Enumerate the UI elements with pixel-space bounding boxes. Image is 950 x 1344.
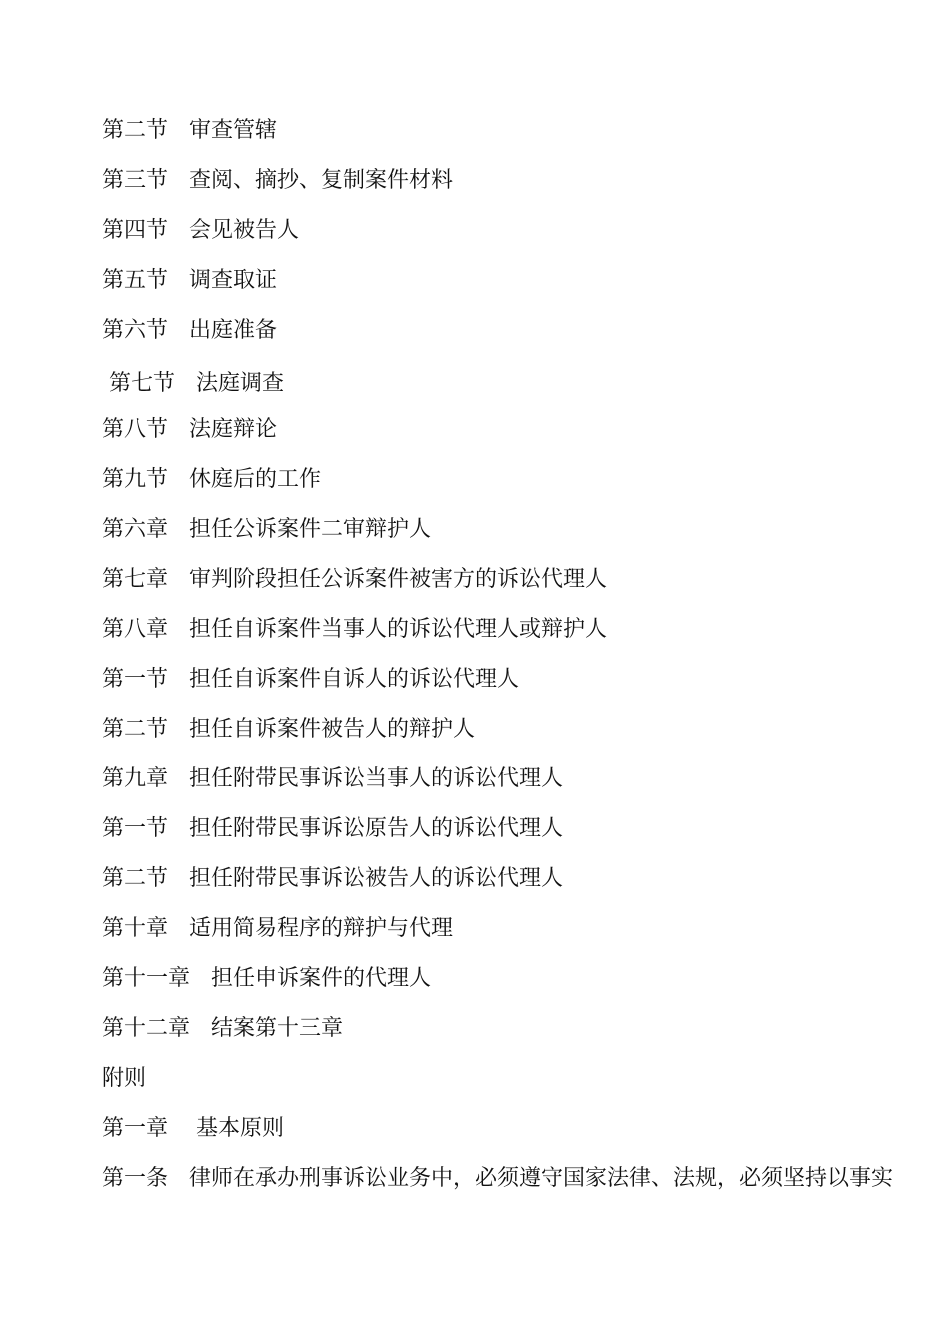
toc-line-chapter-9-section-1: 第一节 担任附带民事诉讼原告人的诉讼代理人 <box>102 816 563 841</box>
toc-line-section-5-investigation: 第五节 调查取证 <box>102 268 277 293</box>
toc-line-section-4-meeting-defendant: 第四节 会见被告人 <box>102 218 299 243</box>
toc-line-section-9-after-adjournment: 第九节 休庭后的工作 <box>102 467 321 492</box>
toc-line-chapter-6: 第六章 担任公诉案件二审辩护人 <box>102 517 431 542</box>
article-1-text: 第一条 律师在承办刑事诉讼业务中，必须遵守国家法律、法规，必须坚持以事实 <box>102 1166 893 1191</box>
toc-line-chapter-11: 第十一章 担任申诉案件的代理人 <box>102 966 431 991</box>
toc-line-chapter-8-section-2: 第二节 担任自诉案件被告人的辩护人 <box>102 717 475 742</box>
toc-line-chapter-10: 第十章 适用简易程序的辩护与代理 <box>102 916 453 941</box>
toc-line-section-2-jurisdiction: 第二节 审查管辖 <box>102 118 277 143</box>
toc-line-section-3-case-materials: 第三节 查阅、摘抄、复制案件材料 <box>102 168 453 193</box>
toc-line-chapter-8: 第八章 担任自诉案件当事人的诉讼代理人或辩护人 <box>102 617 607 642</box>
toc-line-chapter-9-section-2: 第二节 担任附带民事诉讼被告人的诉讼代理人 <box>102 866 563 891</box>
chapter-1-heading: 第一章 基本原则 <box>102 1116 284 1141</box>
toc-line-chapter-8-section-1: 第一节 担任自诉案件自诉人的诉讼代理人 <box>102 667 519 692</box>
toc-line-section-8-court-debate: 第八节 法庭辩论 <box>102 417 277 442</box>
toc-line-appendix: 附则 <box>102 1066 147 1091</box>
toc-line-chapter-9: 第九章 担任附带民事诉讼当事人的诉讼代理人 <box>102 766 563 791</box>
toc-line-chapter-12: 第十二章 结案第十三章 <box>102 1016 343 1041</box>
toc-line-section-7-court-investigation: 第七节 法庭调查 <box>102 371 284 396</box>
toc-line-section-6-court-preparation: 第六节 出庭准备 <box>102 318 277 343</box>
toc-line-chapter-7: 第七章 审判阶段担任公诉案件被害方的诉讼代理人 <box>102 567 607 592</box>
